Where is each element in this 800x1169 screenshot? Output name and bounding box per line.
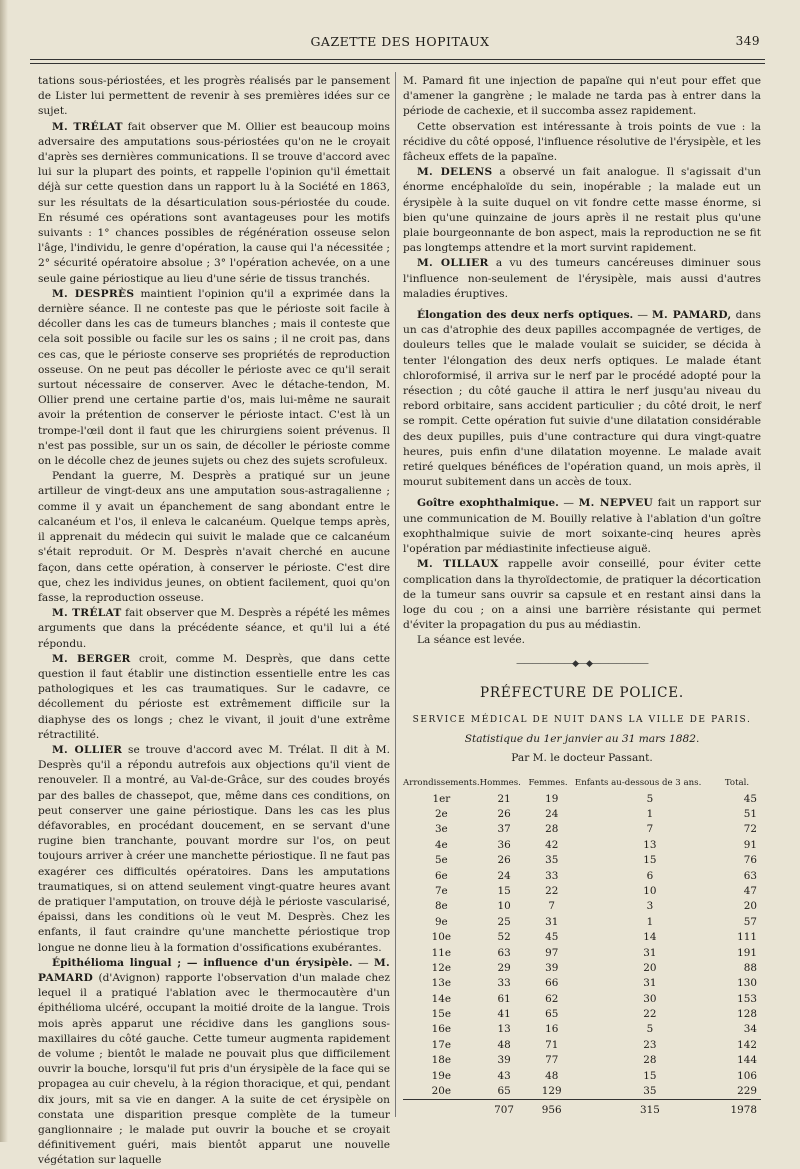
- table-cell: 315: [575, 1100, 725, 1119]
- page-number: 349: [735, 34, 760, 48]
- table-cell: 20: [743, 900, 757, 913]
- table-total-row: [403, 1100, 761, 1119]
- table-row: [403, 930, 761, 945]
- table-row: [403, 1053, 761, 1068]
- table-cell: 63: [743, 869, 757, 882]
- table-cell: 29: [497, 961, 511, 974]
- table-cell: 15: [497, 884, 511, 897]
- table-cell: 65: [545, 1008, 559, 1021]
- table-cell: 88: [743, 961, 757, 974]
- dash: —: [558, 497, 579, 510]
- table-cell: 35: [643, 1085, 657, 1098]
- statistics-table: [403, 775, 761, 1119]
- table-cell: 48: [545, 1069, 559, 1082]
- table-cell: 13: [643, 838, 657, 851]
- table-cell: 14e: [431, 992, 452, 1005]
- table-row: [403, 945, 761, 960]
- table-row: [403, 992, 761, 1007]
- paragraph: [38, 743, 390, 956]
- table-cell: 31: [643, 946, 657, 959]
- table-cell: 129: [541, 1085, 562, 1098]
- table-cell: 5e: [434, 854, 448, 867]
- table-row: [403, 1022, 761, 1037]
- paragraph-text: se trouve d'accord avec M. Trélat. Il dit à M. Desprès qu'il a répondu autrefois aux objections qu'il vient de renouveler. Il a montré, au Val-de-Grâce, sur des coudes broyés par des balles de chassepot, que, même dans ces conditions, on peut conserver une gaine périostique. Dans les cas les plus défavorables, en procédant doucement, en se servant d'une rugine bien tranchante, pouvant mordre sur l'os, on peut toujours arriver à créer une manchette périostique. Il ne faut pas exagérer ces difficultés opératoires. Dans les amputations traumatiques, si on attend seulement vingt-quatre heures avant de pratiquer l'amputation, on trouve déjà le périoste vascularisé, épaissi, dans les conditions où le veut M. Desprès. Chez les enfants, il faut craindre qu'une manchette périostique trop longue ne donne lieu à la formation d'ossifications exubérantes.: [38, 743, 390, 954]
- table-cell: 14: [643, 931, 657, 944]
- table-cell: 13: [497, 1023, 511, 1036]
- table-cell: 5: [646, 792, 654, 805]
- table-cell: 33: [545, 869, 559, 882]
- paragraph-text: a vu des tumeurs cancéreuses diminuer sous l'influence non-seulement de l'érysipèle, mais aussi d'autres maladies éruptives.: [403, 257, 761, 300]
- paragraph: [38, 606, 390, 652]
- paragraph: [403, 557, 761, 633]
- table-cell: 11e: [431, 946, 452, 959]
- paragraph: [38, 287, 390, 469]
- table-cell: 22: [643, 1008, 657, 1021]
- paragraph: [403, 496, 761, 557]
- table-row: [403, 1069, 761, 1084]
- table-cell: 48: [497, 1038, 511, 1051]
- table-cell: 77: [545, 1054, 559, 1067]
- section-heading: Épithélioma lingual ; — influence d'un érysipèle.: [52, 956, 353, 969]
- speaker-name: M. TRÉLAT: [52, 120, 123, 133]
- table-cell: 91: [743, 838, 757, 851]
- table-cell: 71: [545, 1038, 559, 1051]
- table-cell: 16: [545, 1023, 559, 1036]
- speaker-name: M. PAMARD: [38, 956, 390, 984]
- table-cell: 7: [548, 900, 556, 913]
- journal-title: GAZETTE DES HOPITAUX: [310, 34, 490, 49]
- paragraph-text: croit, comme M. Desprès, que dans cette question il faut établir une distinction essentielle entre les cas pathologiques et les cas traumatiques. Sur le cadavre, ce décollement du périoste est extrêmement difficile sur la diaphyse des os longs ; chez le vivant, il jouit d'une extrême rétractilité.: [38, 652, 390, 741]
- table-cell: 26: [497, 808, 511, 821]
- table-header-cell: Hommes.: [479, 777, 521, 788]
- dash: —: [352, 956, 374, 969]
- table-cell: 41: [497, 1008, 511, 1021]
- table-cell: 144: [737, 1054, 757, 1067]
- table-cell: 7e: [434, 884, 448, 897]
- statistique-subtitle: Statistique du 1er janvier au 31 mars 1882.: [464, 733, 700, 746]
- table-cell: 39: [497, 1054, 511, 1067]
- table-cell: 10e: [431, 931, 452, 944]
- left-column: [38, 74, 390, 1169]
- table-cell: 707: [480, 1100, 529, 1119]
- table-cell: 72: [743, 823, 757, 836]
- table-cell: 37: [497, 823, 511, 836]
- paragraph-text: a observé un fait analogue. Il s'agissait d'un énorme encéphaloïde du sein, inopérable ; la malade eut un érysipèle à la suite duquel on vit fondre cette masse énorme, si bien qu'une quinzaine de jours après il ne restait plus qu'une plaie bourgeonnante de bon aspect, mais la reproduction ne se fit pas longtemps attendre et la mort survint rapidement.: [403, 166, 761, 255]
- speaker-name: M. OLLIER: [52, 743, 123, 756]
- paragraph: [38, 956, 390, 1169]
- table-cell: 229: [737, 1085, 757, 1098]
- table-cell: 13e: [431, 977, 452, 990]
- table-cell: 33: [497, 977, 511, 990]
- table-cell: 111: [737, 931, 757, 944]
- table-cell: 34: [743, 1023, 757, 1036]
- table-cell: 3: [646, 900, 654, 913]
- table-row: [403, 1038, 761, 1053]
- table-cell: 956: [529, 1100, 575, 1119]
- table-cell: 20: [643, 961, 657, 974]
- table-body: [403, 792, 761, 1119]
- right-column: [403, 74, 761, 1119]
- table-cell: 106: [737, 1069, 757, 1082]
- table-cell: 15: [643, 854, 657, 867]
- table-row: [403, 884, 761, 899]
- table-cell: 52: [497, 931, 511, 944]
- table-cell: 9e: [434, 915, 448, 928]
- table-cell: 31: [545, 915, 559, 928]
- table-cell: 28: [643, 1054, 657, 1067]
- speaker-name: M. NEPVEU: [578, 497, 653, 510]
- paragraph: La séance est levée.: [417, 634, 526, 647]
- table-cell: 15e: [431, 1008, 452, 1021]
- table-cell: 24: [497, 869, 511, 882]
- table-row: [403, 915, 761, 930]
- paragraph-text: (d'Avignon) rapporte l'observation d'un malade chez lequel il a pratiqué l'ablation avec le thermocautère d'un épithélioma ulcéré, occupant la moitié droite de la langue. Trois mois après apparut une récidive dans les ganglions sous-maxillaires du côté gauche. Cette tumeur augmenta rapidement de volume ; bientôt le malade ne pouvait plus que difficilement ouvrir la bouche, lorsqu'il fut pris d'un érysipèle de la face qui se propagea au cuir chevelu, à la région thoracique, et qui, pendant dix jours, mit sa vie en danger. A la suite de cet érysipèle on constata une disparition presque complète de la tumeur ganglionnaire ; le malade put ouvrir la bouche et se croyait définitivement guéri, mais bientôt apparut une nouvelle végétation sur laquelle: [38, 971, 390, 1167]
- paragraph: M. Pamard fit une injection de papaïne qui n'eut pour effet que d'amener la gangrène ; le malade ne tarda pas à entrer dans la période de cachexie, et il succomba assez rapidement.: [403, 75, 761, 118]
- paragraph: [38, 652, 390, 743]
- table-header-cell: Enfants au-dessous de 3 ans.: [574, 777, 702, 788]
- ornament-divider: ———————◆—◆———————: [516, 658, 648, 669]
- table-row: [403, 976, 761, 991]
- paragraph-text: fait observer que M. Ollier est beaucoup moins adversaire des amputations sous-périostées qu'on ne le croyait d'après ses dernières communications. Il se trouve d'accord avec lui sur la plupart des points, et rappelle l'opinion qu'il émettait déjà sur cette question dans un rapport lu à la Société en 1863, sur les résultats de la désarticulation sous-périostée du coude. En résumé ces opérations sont avantageuses pour les motifs suivants : 1° chances possibles de régénération osseuse selon l'âge, l'individu, le genre d'opération, la cause qui l'a nécessitée ; 2° sécurité opératoire absolue ; 3° l'opération achevée, on a une seule gaine périostique au lieu d'une série de tissus tranchés.: [38, 120, 390, 285]
- table-cell: 30: [643, 992, 657, 1005]
- paragraph: [403, 165, 761, 256]
- section-heading: Goître exophthalmique.: [417, 497, 559, 510]
- header-rule: [30, 59, 765, 60]
- table-cell: 45: [743, 792, 757, 805]
- table-cell: 63: [497, 946, 511, 959]
- paragraph: Cette observation est intéressante à trois points de vue : la récidive du côté opposé, l'influence résolutive de l'érysipèle, et les fâcheux effets de la papaïne.: [403, 120, 761, 164]
- table-cell: 1er: [432, 792, 451, 805]
- table-row: [403, 1084, 761, 1100]
- paragraph: Pendant la guerre, M. Desprès a pratiqué sur un jeune artilleur de vingt-deux ans une amputation sous-astragalienne ; comme il y avait un épanchement de sang abondant entre le calcanéum et l'os, il enleva le calcanéum. Quelque temps après, il apprenait du médecin qui suivit le malade que ce calcanéum s'était reproduit. Or M. Desprès n'avait cherché en aucune façon, dans cette opération, à conserver le périoste. C'est dire que, chez les individus jeunes, on obtient facilement, quoi qu'on fasse, la reproduction osseuse.: [38, 470, 390, 604]
- table-cell: 128: [737, 1008, 757, 1021]
- table-cell: 18e: [431, 1054, 452, 1067]
- page-header: [30, 34, 770, 54]
- paragraph-text: rappelle avoir conseillé, pour éviter cette complication dans la thyroïdectomie, de pratiquer la décortication de la tumeur sans ouvrir sa capsule et en restant ainsi dans la loge du cou ; on a ainsi une barrière résistante qui permet d'éviter la propagation du pus au médiastin.: [403, 558, 761, 632]
- paragraph: tations sous-périostées, et les progrès réalisés par le pansement de Lister lui permettent de revenir à ses premières idées sur ce sujet.: [38, 75, 390, 118]
- table-cell: 62: [545, 992, 559, 1005]
- table-cell: 35: [545, 854, 559, 867]
- table-row: [403, 1007, 761, 1022]
- speaker-name: M. PAMARD,: [652, 309, 732, 322]
- table-cell: 19: [545, 792, 559, 805]
- table-cell: 6: [646, 869, 654, 882]
- table-cell: 17e: [431, 1038, 452, 1051]
- paragraph-text: fait observer que M. Desprès a répété les mêmes arguments que dans la précédente séance, et qu'il lui a été répondu.: [38, 607, 390, 650]
- table-cell: 153: [737, 992, 757, 1005]
- table-cell: 2e: [434, 808, 448, 821]
- table-cell: 23: [643, 1038, 657, 1051]
- table-header-cell: Femmes.: [528, 777, 568, 788]
- paragraph: [38, 120, 390, 287]
- speaker-name: M. TILLAUX: [417, 558, 499, 571]
- table-cell: 43: [497, 1069, 511, 1082]
- table-cell: 8e: [434, 900, 448, 913]
- table-cell: 5: [646, 1023, 654, 1036]
- paragraph: [403, 308, 761, 490]
- table-cell: 3e: [434, 823, 448, 836]
- table-cell: 51: [743, 808, 757, 821]
- table-cell: 57: [743, 915, 757, 928]
- table-cell: 130: [737, 977, 757, 990]
- table-cell: 191: [737, 946, 757, 959]
- table-cell: [403, 1100, 480, 1119]
- paragraph-text: fait un rapport sur une communication de M. Bouilly relative à l'ablation d'un goître exophthalmique suivie de mort soixante-cinq heures après l'opération par médiastinite infectieuse aiguë.: [403, 497, 761, 556]
- table-row: [403, 838, 761, 853]
- paragraph-text: dans un cas d'atrophie des deux papilles accompagnée de vertiges, de douleurs telles que le malade voulait se suicider, se décida à tenter l'élongation des deux nerfs optiques. Le malade étant chloroformisé, il arriva sur le nerf par le procédé adopté pour la résection ; du côté gauche il attira le nerf jusqu'au niveau du rebord orbitaire, sans accident particulier ; du côté droit, le nerf se rompit. Cette opération fut suivie d'une dilatation considérable des deux pupilles, puis d'une contracture qui dura vingt-quatre heures, puis enfin d'une dilatation moyenne. Le malade avait retiré quelques bénéfices de l'opération quand, un mois après, il mourut subitement dans un accès de toux.: [403, 309, 761, 489]
- speaker-name: M. TRÉLAT: [52, 607, 122, 620]
- table-cell: 19e: [431, 1069, 452, 1082]
- table-cell: 97: [545, 946, 559, 959]
- table-cell: 16e: [431, 1023, 452, 1036]
- table-header-cell: Arrondissements.: [403, 777, 480, 788]
- author-line: Par M. le docteur Passant.: [511, 752, 653, 765]
- table-cell: 31: [643, 977, 657, 990]
- table-row: [403, 792, 761, 807]
- table-cell: 26: [497, 854, 511, 867]
- table-cell: 10: [643, 884, 657, 897]
- table-cell: 142: [737, 1038, 757, 1051]
- table-cell: 76: [743, 854, 757, 867]
- table-row: [403, 868, 761, 883]
- table-cell: 42: [545, 838, 559, 851]
- table-cell: 61: [497, 992, 511, 1005]
- table-cell: 1978: [725, 1100, 761, 1119]
- table-cell: 7: [646, 823, 654, 836]
- prefecture-title: PRÉFECTURE DE POLICE.: [479, 684, 685, 701]
- section-heading: Élongation des deux nerfs optiques.: [417, 309, 634, 322]
- header-rule-double: [30, 63, 765, 64]
- table-cell: 36: [497, 838, 511, 851]
- table-cell: 1: [646, 915, 654, 928]
- table-cell: 39: [545, 961, 559, 974]
- table-cell: 22: [545, 884, 559, 897]
- table-cell: 15: [643, 1069, 657, 1082]
- table-cell: 66: [545, 977, 559, 990]
- table-cell: 25: [497, 915, 511, 928]
- table-cell: 20e: [431, 1085, 452, 1098]
- dash: —: [633, 309, 653, 322]
- table-cell: 47: [743, 884, 757, 897]
- paragraph-text: maintient l'opinion qu'il a exprimée dans la dernière séance. Il ne conteste pas que le périoste soit facile à décoller dans les cas de tumeurs blanches ; mais il conteste que cela soit possible ou facile sur les os sains ; il ne croit pas, dans ces cas, que le périoste conserve ses propriétés de reproduction osseuse. On ne peut pas décoller le périoste avec ce qu'il serait surtout nécessaire de conserver. Avec le détache-tendon, M. Ollier prend une certaine partie d'os, mais lui-même ne saurait avoir la prétention de conserver le périoste intact. C'est là un trompe-l'œil dont il faut que les chirurgiens soient prévenus. Il n'est pas possible, sur un os sain, de décoller le périoste comme on le décolle chez de jeunes sujets ou chez des sujets scrofuleux.: [38, 287, 390, 468]
- speaker-name: M. BERGER: [52, 652, 131, 665]
- table-cell: 65: [497, 1085, 511, 1098]
- table-cell: 4e: [434, 838, 448, 851]
- column-divider: [395, 72, 396, 1117]
- speaker-name: M. OLLIER: [417, 257, 489, 270]
- table-row: [403, 961, 761, 976]
- table-cell: 45: [545, 931, 559, 944]
- table-header-cell: Total.: [724, 777, 750, 788]
- table-row: [403, 807, 761, 822]
- speaker-name: M. DESPRÈS: [52, 287, 135, 300]
- table-cell: 10: [497, 900, 511, 913]
- table-cell: 1: [646, 808, 654, 821]
- table-header-row: [403, 775, 761, 792]
- service-title: SERVICE MÉDICAL DE NUIT DANS LA VILLE DE PARIS.: [412, 714, 752, 725]
- table-row: [403, 899, 761, 914]
- table-cell: 6e: [434, 869, 448, 882]
- table-cell: 24: [545, 808, 559, 821]
- table-cell: 12e: [431, 961, 452, 974]
- table-row: [403, 853, 761, 868]
- table-cell: 28: [545, 823, 559, 836]
- page-edge-shadow: [0, 0, 8, 1142]
- table-cell: 21: [497, 792, 511, 805]
- speaker-name: M. DELENS: [417, 166, 493, 179]
- table-row: [403, 822, 761, 837]
- paragraph: [403, 256, 761, 302]
